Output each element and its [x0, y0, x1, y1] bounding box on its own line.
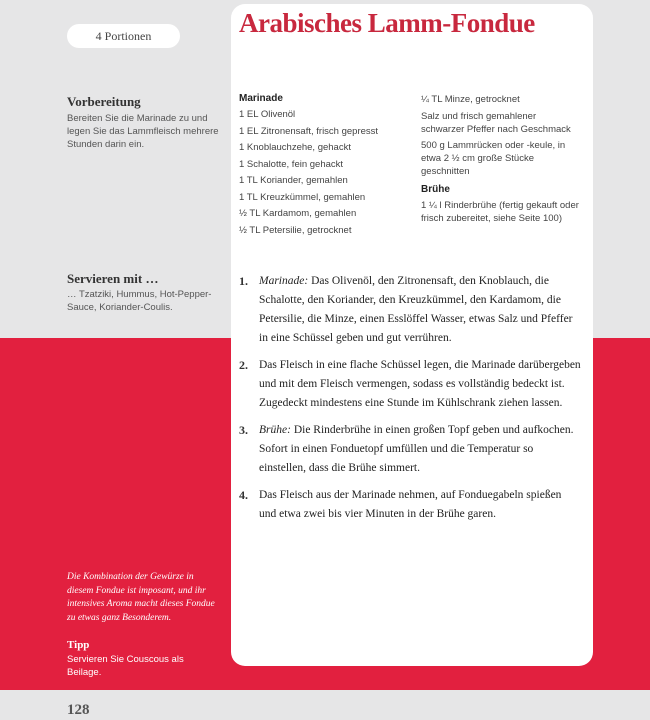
ingredient-item: 500 g Lammrücken oder -keule, in etwa 2 ½ cm große Stücke geschnitten — [421, 140, 566, 177]
step-text — [259, 421, 581, 478]
tip-section — [67, 639, 217, 679]
step-lead: Marinade: — [259, 275, 309, 287]
ingredients-column-right — [421, 93, 579, 229]
preparation-text: Bereiten Sie die Marinade zu und legen Sie das Lammfleisch mehrere Stunden darin ein. — [67, 113, 219, 150]
ingredient-item: ¼ TL Minze, getrocknet — [421, 94, 520, 105]
ingredient-item: 1 ¼ l Rinderbrühe (fertig gekauft oder frisch zubereitet, siehe Seite 100) — [421, 200, 579, 224]
step-text — [259, 486, 581, 524]
step-text — [259, 356, 581, 413]
ingredient-item: 1 EL Zitronensaft, frisch gepresst — [239, 125, 379, 137]
step-item — [239, 272, 581, 348]
portions-badge: 4 Portionen — [67, 24, 180, 48]
ingredient-item: ½ TL Kardamom, gemahlen — [239, 208, 357, 219]
broth-heading: Brühe — [421, 184, 450, 195]
step-body: Das Fleisch aus der Marinade nehmen, auf Fonduegabeln spießen und etwa zwei bis vier Minuten in der Brühe garen. — [259, 489, 562, 520]
spice-note: Die Kombination der Gewürze in diesem Fondue ist imposant, und ihr intensives Aroma macht dieses Fondue zu etwas ganz Besonderem. — [67, 572, 215, 623]
step-item — [239, 356, 581, 413]
serve-heading: Servieren mit … — [67, 271, 159, 286]
ingredient-item: 1 Schalotte, fein gehackt — [239, 158, 344, 170]
step-body: Die Rinderbrühe in einen großen Topf geben und aufkochen. Sofort in einen Fonduetopf umfüllen und die Temperatur so einstellen, dass die Brühe simmert. — [259, 424, 574, 474]
page-number: 128 — [67, 702, 90, 718]
step-number: 2. — [239, 358, 248, 372]
ingredient-item: 1 TL Kreuzkümmel, gemahlen — [239, 191, 366, 203]
serve-with-section — [67, 271, 219, 314]
ingredient-item: Salz und frisch gemahlener schwarzer Pfeffer nach Geschmack — [421, 110, 571, 135]
ingredient-item: ½ TL Petersilie, getrocknet — [239, 224, 352, 236]
ingredient-item: 1 Knoblauchzehe, gehackt — [239, 142, 351, 153]
step-body: Das Olivenöl, den Zitronensaft, den Knoblauch, die Schalotte, den Koriander, den Kreuzkümmel, den Kardamom, die Petersilie, die Minze, einen Esslöffel Wasser, etwas Salz und Pfeffer in eine Schüssel geben und gut verrühren. — [259, 275, 573, 344]
step-number: 4. — [239, 488, 248, 502]
tip-text: Servieren Sie Couscous als Beilage. — [67, 654, 184, 678]
step-body: Das Fleisch in eine flache Schüssel legen, die Marinade darübergeben und mit dem Fleisch vermengen, sodass es vollständig bedeckt ist. Zugedeckt mindestens eine Stunde im Kühlschrank ziehen lassen. — [259, 359, 581, 409]
step-number: 1. — [239, 274, 248, 288]
preparation-section — [67, 94, 219, 151]
tip-heading: Tipp — [67, 639, 90, 651]
marinade-heading: Marinade — [239, 93, 283, 104]
step-number: 3. — [239, 423, 248, 437]
step-item — [239, 486, 581, 524]
step-item — [239, 421, 581, 478]
preparation-heading: Vorbereitung — [67, 94, 141, 109]
instruction-steps — [239, 272, 581, 532]
ingredient-item: 1 TL Koriander, gemahlen — [239, 175, 348, 186]
step-lead: Brühe: — [259, 424, 291, 436]
ingredients-column-left — [239, 93, 409, 240]
step-text — [259, 272, 581, 348]
ingredient-item: 1 EL Olivenöl — [239, 109, 296, 120]
recipe-title: Arabisches Lamm-Fondue — [239, 8, 535, 38]
footer-band — [0, 690, 650, 720]
serve-text: … Tzatziki, Hummus, Hot-Pepper-Sauce, Koriander-Coulis. — [67, 289, 212, 313]
